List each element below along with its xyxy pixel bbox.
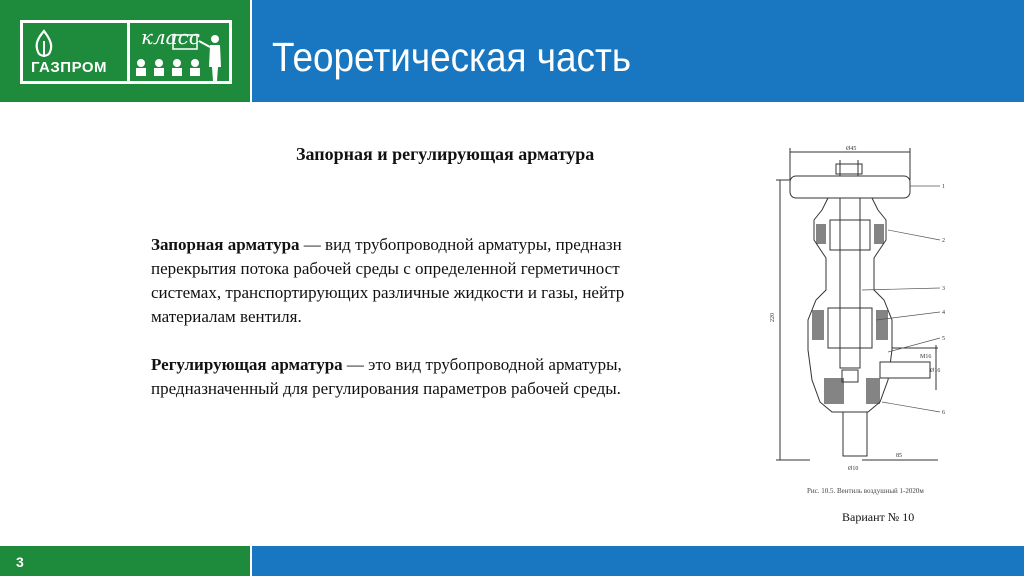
dimension-label: Ø16 — [930, 368, 941, 374]
term-shutoff-valve: Запорная арматура — [151, 235, 300, 254]
part-number: 1 — [942, 184, 945, 190]
logo-divider — [127, 23, 130, 81]
dimension-label: М16 — [920, 354, 932, 360]
part-number: 2 — [942, 238, 945, 244]
part-number: 4 — [942, 310, 945, 316]
paragraph-line — [151, 233, 703, 257]
klass-logo-text: класс — [141, 25, 201, 49]
brand-logo-text: ГАЗПРОМ — [31, 59, 108, 76]
variant-label: Вариант № 10 — [842, 510, 915, 524]
footer-green-panel — [0, 546, 250, 576]
page-number: 3 — [16, 554, 24, 570]
text-line: — это вид трубопроводной арматуры, — [342, 355, 622, 374]
paragraph-line: материалам вентиля. — [151, 307, 302, 326]
valve-drawing — [770, 140, 980, 510]
page-title: Теоретическая часть — [272, 34, 632, 80]
part-number: 3 — [942, 286, 945, 292]
paragraph-line: системах, транспортирующих различные жидкости и газы, нейтр — [151, 283, 625, 302]
dimension-label: Ø45 — [846, 146, 857, 152]
section-heading: Запорная и регулирующая арматура — [296, 144, 595, 164]
text-line: — вид трубопроводной арматуры, предназн — [299, 235, 622, 254]
teacher-class-icon — [133, 31, 229, 81]
figure-caption: Рис. 10.5. Вентиль воздушный 1-2020м — [807, 487, 924, 495]
term-control-valve: Регулирующая арматура — [151, 355, 343, 374]
paragraph-line — [151, 353, 703, 377]
gas-flame-icon — [31, 29, 57, 61]
footer-blue-panel — [252, 546, 1024, 576]
part-number: 6 — [942, 410, 945, 416]
dimension-label: 85 — [896, 453, 902, 459]
dimension-label: Ø10 — [848, 466, 859, 472]
paragraph-line: предназначенный для регулирования параметров рабочей среды. — [151, 379, 621, 398]
dimension-label: 220 — [770, 313, 776, 322]
paragraph-line: перекрытия потока рабочей среды с определенной герметичност — [151, 259, 620, 278]
part-number: 5 — [942, 336, 945, 342]
body-text — [151, 233, 703, 401]
brand-logo — [20, 20, 232, 84]
